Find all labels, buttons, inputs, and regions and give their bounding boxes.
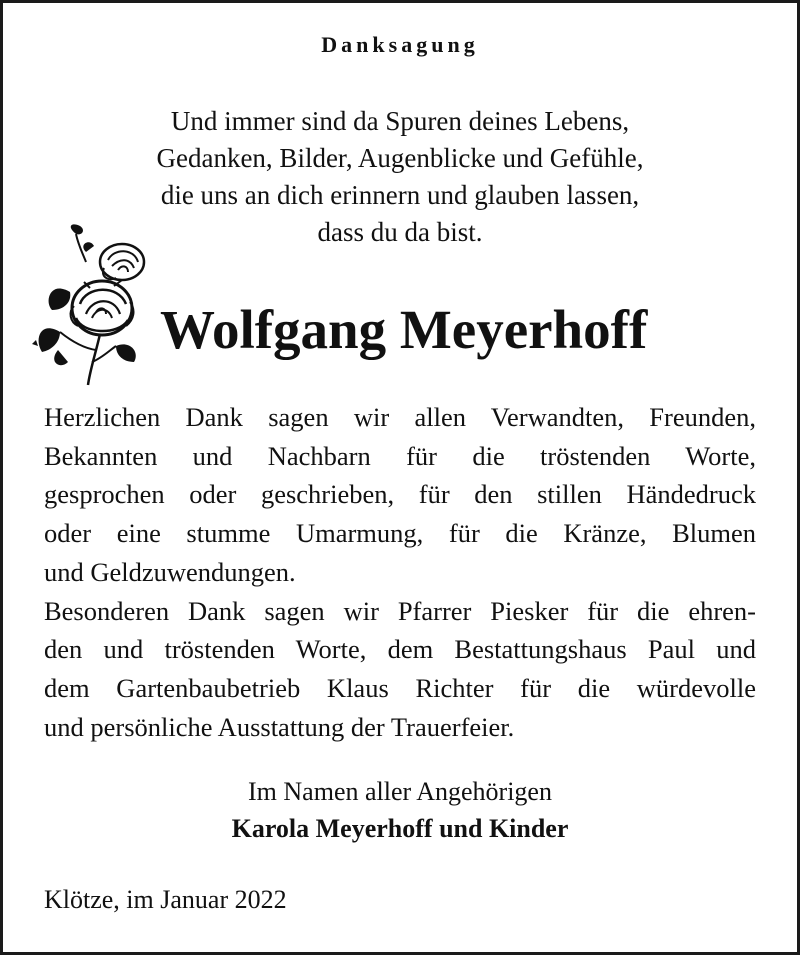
- deceased-name: Wolfgang Meyerhoff: [160, 299, 648, 360]
- verse-line: die uns an dich erinnern und glauben lassen,: [160, 180, 640, 210]
- thanks-line: Bekannten und Nachbarn für die tröstenden Worte,: [44, 440, 756, 471]
- signers: Karola Meyerhoff und Kinder: [231, 814, 569, 843]
- rose-icon: [30, 222, 155, 387]
- thanks-line: oder eine stumme Umarmung, für die Kränze, Blumen: [44, 518, 756, 549]
- place-date: Klötze, im Januar 2022: [44, 885, 287, 914]
- on-behalf-line: Im Namen aller Angehörigen: [248, 777, 552, 806]
- thanks-line: und Geldzuwendungen.: [44, 556, 296, 587]
- thanks-line: den und tröstenden Worte, dem Bestattungshaus Paul und: [44, 634, 756, 665]
- verse-line: Gedanken, Bilder, Augenblicke und Gefühle,: [156, 143, 644, 173]
- verse-line: Und immer sind da Spuren deines Lebens,: [170, 106, 630, 136]
- thanks-line: und persönliche Ausstattung der Trauerfeier.: [44, 711, 515, 742]
- thanks-line: dem Gartenbaubetrieb Klaus Richter für die würdevolle: [44, 672, 756, 703]
- thanks-line: Herzlichen Dank sagen wir allen Verwandten, Freunden,: [44, 402, 756, 432]
- notice-heading: Danksagung: [321, 32, 479, 57]
- thanks-line: Besonderen Dank sagen wir Pfarrer Piesker für die ehren-: [44, 595, 756, 626]
- thanks-line: gesprochen oder geschrieben, für den stillen Händedruck: [44, 479, 756, 510]
- thanks-text: [44, 398, 756, 746]
- verse-line: dass du da bist.: [317, 217, 483, 247]
